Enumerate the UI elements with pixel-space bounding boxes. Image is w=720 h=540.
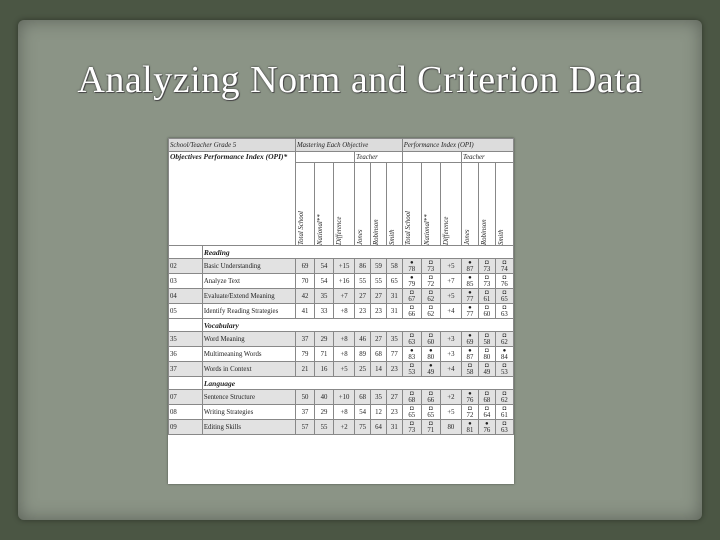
opi-cell — [461, 362, 478, 377]
mastery-value: +15 — [334, 259, 355, 274]
opi-cell — [402, 347, 421, 362]
opi-value: 53 — [408, 368, 416, 376]
opi-cell — [461, 304, 478, 319]
performance-marker-icon: ● — [409, 259, 414, 266]
objective-code: 35 — [169, 332, 203, 347]
opi-value: +4 — [447, 365, 455, 373]
opi-value: 68 — [483, 396, 491, 404]
opi-cell — [478, 274, 495, 289]
objective-code: 08 — [169, 405, 203, 420]
opi-cell — [495, 332, 513, 347]
opi-cell — [402, 304, 421, 319]
performance-marker-icon: ◘ — [409, 289, 414, 296]
mastery-value: 46 — [355, 332, 371, 347]
mastery-value: 55 — [314, 420, 333, 435]
mastery-value: 12 — [371, 405, 387, 420]
mastery-value: 14 — [371, 362, 387, 377]
opi-value: 60 — [483, 310, 491, 318]
opi-value: 85 — [466, 280, 474, 288]
opi-cell — [421, 405, 440, 420]
section-title: Language — [202, 377, 513, 390]
mastery-value: 68 — [355, 390, 371, 405]
opi-cell — [402, 274, 421, 289]
opi-value: 74 — [501, 265, 508, 273]
mastery-value: 35 — [314, 289, 333, 304]
mastery-value: 27 — [371, 332, 387, 347]
opi-cell — [461, 420, 478, 435]
opi-value: +3 — [447, 350, 455, 358]
performance-marker-icon: ◘ — [502, 259, 507, 266]
performance-marker-icon: ◘ — [409, 420, 414, 427]
col-total-school: Total School — [295, 163, 314, 246]
opi-title: Objectives Performance Index (OPI)* — [169, 152, 296, 246]
mastery-value: 29 — [314, 332, 333, 347]
opi-value: +2 — [447, 393, 455, 401]
mastery-value: 31 — [386, 304, 402, 319]
opi-value: 76 — [466, 396, 474, 404]
opi-value: 87 — [466, 353, 474, 361]
mastery-value: 23 — [386, 405, 402, 420]
mastery-value: 89 — [355, 347, 371, 362]
opi-value: 65 — [427, 411, 435, 419]
performance-marker-icon: ◘ — [409, 304, 414, 311]
performance-marker-icon: ◘ — [485, 347, 489, 354]
opi-value: 64 — [483, 411, 491, 419]
opi-cell — [440, 347, 461, 362]
mastery-value: 70 — [295, 274, 314, 289]
opi-value: 73 — [483, 265, 491, 273]
section-header — [169, 377, 514, 390]
col-national: National** — [314, 163, 333, 246]
opi-cell — [495, 259, 513, 274]
performance-marker-icon: ◘ — [429, 289, 433, 296]
mastery-value: 27 — [371, 289, 387, 304]
mastery-value: 16 — [314, 362, 333, 377]
col-smith: Smith — [386, 163, 402, 246]
objective-code: 04 — [169, 289, 203, 304]
group-opi-label: Performance Index (OPI) — [402, 139, 513, 152]
opi-cell — [402, 332, 421, 347]
opi-cell — [402, 259, 421, 274]
opi-value: 77 — [466, 310, 474, 318]
objective-label: Writing Strategies — [202, 405, 295, 420]
section-title: Vocabulary — [202, 319, 513, 332]
mastery-value: 71 — [314, 347, 333, 362]
mastery-value: +10 — [334, 390, 355, 405]
performance-marker-icon: ◘ — [468, 405, 472, 412]
opi-cell — [402, 390, 421, 405]
opi-cell — [440, 390, 461, 405]
performance-marker-icon: ● — [429, 362, 433, 369]
opi-cell — [478, 289, 495, 304]
mastery-value: 29 — [314, 405, 333, 420]
performance-marker-icon: ◘ — [409, 390, 414, 397]
mastery-value: 27 — [386, 390, 402, 405]
performance-marker-icon: ◘ — [429, 259, 433, 266]
objective-code: 02 — [169, 259, 203, 274]
performance-marker-icon: ◘ — [502, 332, 507, 339]
opi-value: 72 — [427, 280, 435, 288]
table-row — [169, 405, 514, 420]
opi-value: +3 — [447, 335, 455, 343]
opi-value: 80 — [483, 353, 491, 361]
opi-cell — [495, 289, 513, 304]
opi-cell — [478, 390, 495, 405]
col-jones-opi: Jones — [461, 163, 478, 246]
mastery-value: 77 — [386, 347, 402, 362]
table-row — [169, 390, 514, 405]
opi-value: 69 — [466, 338, 474, 346]
mastery-value: 35 — [371, 390, 387, 405]
opi-value: 87 — [466, 265, 474, 273]
opi-cell — [421, 259, 440, 274]
opi-cell — [495, 405, 513, 420]
opi-cell — [478, 332, 495, 347]
slide-title: Analyzing Norm and Criterion Data — [77, 59, 643, 101]
col-difference: Difference — [334, 163, 355, 246]
performance-marker-icon: ◘ — [468, 362, 472, 369]
mastery-value: +7 — [334, 289, 355, 304]
performance-marker-icon: ◘ — [429, 332, 433, 339]
opi-cell — [495, 347, 513, 362]
mastery-value: 65 — [386, 274, 402, 289]
objective-code: 07 — [169, 390, 203, 405]
opi-cell — [495, 362, 513, 377]
mastery-value: 50 — [295, 390, 314, 405]
performance-marker-icon: ◘ — [485, 390, 489, 397]
performance-marker-icon: ◘ — [485, 289, 489, 296]
opi-value: 63 — [501, 310, 508, 318]
opi-cell — [478, 259, 495, 274]
opi-cell — [421, 362, 440, 377]
performance-marker-icon: ◘ — [485, 405, 489, 412]
performance-marker-icon: ● — [468, 390, 472, 397]
opi-value: 76 — [501, 280, 508, 288]
opi-value: 53 — [501, 368, 508, 376]
objective-code: 05 — [169, 304, 203, 319]
opi-value: 73 — [427, 265, 435, 273]
performance-marker-icon: ◘ — [485, 362, 489, 369]
performance-marker-icon: ◘ — [502, 420, 507, 427]
opi-cell — [402, 405, 421, 420]
opi-value: 60 — [427, 338, 435, 346]
table-body — [169, 246, 514, 435]
opi-cell — [421, 420, 440, 435]
objective-label: Identify Reading Strategies — [202, 304, 295, 319]
mastery-value: 57 — [295, 420, 314, 435]
opi-value: 73 — [483, 280, 491, 288]
col-robinson: Robinson — [371, 163, 387, 246]
performance-marker-icon: ◘ — [485, 259, 489, 266]
performance-marker-icon: ● — [409, 274, 414, 281]
mastery-value: +8 — [334, 405, 355, 420]
performance-marker-icon: ◘ — [409, 362, 414, 369]
opi-cell — [440, 362, 461, 377]
col-national-opi: National** — [421, 163, 440, 246]
opi-value: 58 — [466, 368, 474, 376]
performance-marker-icon: ● — [468, 420, 472, 427]
opi-cell — [461, 332, 478, 347]
mastery-value: 86 — [355, 259, 371, 274]
section-title: Reading — [202, 246, 513, 259]
mastery-value: 31 — [386, 289, 402, 304]
opi-cell — [478, 420, 495, 435]
performance-marker-icon: ◘ — [429, 405, 433, 412]
opi-cell — [440, 304, 461, 319]
opi-cell — [421, 289, 440, 304]
section-header — [169, 319, 514, 332]
opi-cell — [461, 347, 478, 362]
opi-value: 83 — [408, 353, 416, 361]
mastery-value: 31 — [386, 420, 402, 435]
table-row — [169, 420, 514, 435]
opi-value: 77 — [466, 295, 474, 303]
col-difference-opi: Difference — [440, 163, 461, 246]
opi-value: 61 — [483, 295, 491, 303]
objective-code: 37 — [169, 362, 203, 377]
col-total-school-opi: Total School — [402, 163, 421, 246]
opi-value: 63 — [501, 426, 508, 434]
opi-value: 66 — [408, 310, 416, 318]
opi-value: 65 — [408, 411, 416, 419]
opi-value: +5 — [447, 408, 455, 416]
mastery-value: 23 — [386, 362, 402, 377]
opi-cell — [440, 274, 461, 289]
objective-label: Editing Skills — [202, 420, 295, 435]
corner-label: School/Teacher Grade 5 — [169, 139, 296, 152]
opi-value: 80 — [447, 423, 455, 431]
performance-marker-icon: ◘ — [429, 274, 433, 281]
opi-value: 81 — [466, 426, 474, 434]
opi-value: 65 — [501, 295, 508, 303]
mastery-value: 79 — [295, 347, 314, 362]
col-robinson-opi: Robinson — [478, 163, 495, 246]
mastery-value: 25 — [355, 362, 371, 377]
mastery-value: 37 — [295, 405, 314, 420]
opi-cell — [461, 274, 478, 289]
mastery-value: 27 — [355, 289, 371, 304]
objective-label: Word Meaning — [202, 332, 295, 347]
opi-cell — [461, 259, 478, 274]
opi-cell — [478, 362, 495, 377]
mastery-value: 54 — [355, 405, 371, 420]
table-row — [169, 347, 514, 362]
opi-cell — [495, 274, 513, 289]
teacher-label-1: Teacher — [355, 152, 403, 163]
table-row — [169, 259, 514, 274]
performance-marker-icon: ◘ — [429, 420, 433, 427]
performance-marker-icon: ● — [429, 347, 433, 354]
performance-marker-icon: ◘ — [502, 289, 507, 296]
opi-cell — [440, 332, 461, 347]
performance-marker-icon: ● — [468, 274, 472, 281]
mastery-value: 40 — [314, 390, 333, 405]
opi-cell — [402, 420, 421, 435]
mastery-value: 42 — [295, 289, 314, 304]
table-row — [169, 362, 514, 377]
objective-label: Words in Context — [202, 362, 295, 377]
opi-cell — [421, 332, 440, 347]
opi-value: 66 — [427, 396, 435, 404]
opi-cell — [478, 405, 495, 420]
opi-cell — [478, 347, 495, 362]
performance-marker-icon: ◘ — [485, 304, 489, 311]
performance-marker-icon: ● — [468, 332, 472, 339]
mastery-value: +5 — [334, 362, 355, 377]
performance-marker-icon: ● — [502, 347, 507, 354]
mastery-value: 55 — [355, 274, 371, 289]
table-row — [169, 304, 514, 319]
objective-code: 09 — [169, 420, 203, 435]
opi-cell — [402, 362, 421, 377]
mastery-value: 68 — [371, 347, 387, 362]
objective-label: Basic Understanding — [202, 259, 295, 274]
opi-cell — [421, 274, 440, 289]
mastery-value: +16 — [334, 274, 355, 289]
opi-value: +4 — [447, 307, 455, 315]
performance-marker-icon: ◘ — [502, 390, 507, 397]
opi-value: 62 — [501, 396, 508, 404]
opi-value: 63 — [408, 338, 416, 346]
mastery-value: 23 — [355, 304, 371, 319]
opi-value: 58 — [483, 338, 491, 346]
performance-marker-icon: ● — [468, 347, 472, 354]
opi-cell — [461, 390, 478, 405]
performance-marker-icon: ◘ — [429, 304, 433, 311]
mastery-value: 33 — [314, 304, 333, 319]
opi-cell — [421, 347, 440, 362]
opi-cell — [461, 289, 478, 304]
mastery-value: +2 — [334, 420, 355, 435]
report-table — [168, 138, 514, 435]
section-header — [169, 246, 514, 259]
opi-cell — [402, 289, 421, 304]
mastery-value: +8 — [334, 347, 355, 362]
opi-cell — [440, 405, 461, 420]
opi-value: 71 — [427, 426, 435, 434]
performance-marker-icon: ◘ — [409, 405, 414, 412]
performance-marker-icon: ◘ — [502, 304, 507, 311]
objective-code: 36 — [169, 347, 203, 362]
opi-value: 78 — [408, 265, 416, 273]
opi-cell — [495, 304, 513, 319]
mastery-value: 41 — [295, 304, 314, 319]
opi-value: 79 — [408, 280, 416, 288]
mastery-value: 59 — [371, 259, 387, 274]
col-smith-opi: Smith — [495, 163, 513, 246]
objective-code: 03 — [169, 274, 203, 289]
mastery-value: 23 — [371, 304, 387, 319]
opi-value: 62 — [427, 295, 435, 303]
table-row — [169, 274, 514, 289]
mastery-value: 37 — [295, 332, 314, 347]
opi-value: +7 — [447, 277, 455, 285]
objective-label: Evaluate/Extend Meaning — [202, 289, 295, 304]
table-row — [169, 289, 514, 304]
col-jones: Jones — [355, 163, 371, 246]
performance-marker-icon: ◘ — [429, 390, 433, 397]
opi-cell — [421, 304, 440, 319]
group-mastering-label: Mastering Each Objective — [295, 139, 402, 152]
opi-value: 76 — [483, 426, 491, 434]
opi-value: 61 — [501, 411, 508, 419]
opi-value: +5 — [447, 292, 455, 300]
mastery-value: 54 — [314, 259, 333, 274]
opi-value: 49 — [483, 368, 491, 376]
mastery-value: +8 — [334, 304, 355, 319]
opi-cell — [421, 390, 440, 405]
opi-cell — [495, 390, 513, 405]
performance-marker-icon: ● — [468, 304, 472, 311]
mastery-value: 75 — [355, 420, 371, 435]
opi-value: 68 — [408, 396, 416, 404]
objective-label: Sentence Structure — [202, 390, 295, 405]
mastery-value: 21 — [295, 362, 314, 377]
teacher-label-2: Teacher — [461, 152, 513, 163]
mastery-value: 58 — [386, 259, 402, 274]
mastery-value: +8 — [334, 332, 355, 347]
opi-cell — [461, 405, 478, 420]
opi-value: 72 — [466, 411, 474, 419]
opi-cell — [440, 259, 461, 274]
opi-cell — [478, 304, 495, 319]
mastery-value: 54 — [314, 274, 333, 289]
mastery-value: 35 — [386, 332, 402, 347]
performance-marker-icon: ● — [468, 289, 472, 296]
opi-value: 62 — [427, 310, 435, 318]
opi-value: 73 — [408, 426, 416, 434]
opi-value: 62 — [501, 338, 508, 346]
objective-label: Multimeaning Words — [202, 347, 295, 362]
performance-marker-icon: ◘ — [502, 362, 507, 369]
performance-marker-icon: ● — [485, 420, 489, 427]
performance-marker-icon: ◘ — [502, 405, 507, 412]
performance-marker-icon: ◘ — [485, 274, 489, 281]
report-table-image — [168, 138, 514, 484]
opi-value: +5 — [447, 262, 455, 270]
mastery-value: 64 — [371, 420, 387, 435]
performance-marker-icon: ● — [468, 259, 472, 266]
table-row — [169, 332, 514, 347]
performance-marker-icon: ◘ — [409, 332, 414, 339]
performance-marker-icon: ● — [409, 347, 414, 354]
opi-value: 84 — [501, 353, 508, 361]
opi-value: 67 — [408, 295, 416, 303]
performance-marker-icon: ◘ — [485, 332, 489, 339]
opi-cell — [440, 420, 461, 435]
opi-cell — [495, 420, 513, 435]
opi-value: 49 — [427, 368, 435, 376]
mastery-value: 55 — [371, 274, 387, 289]
mastery-value: 69 — [295, 259, 314, 274]
opi-cell — [440, 289, 461, 304]
performance-marker-icon: ◘ — [502, 274, 507, 281]
opi-value: 80 — [427, 353, 435, 361]
objective-label: Analyze Text — [202, 274, 295, 289]
